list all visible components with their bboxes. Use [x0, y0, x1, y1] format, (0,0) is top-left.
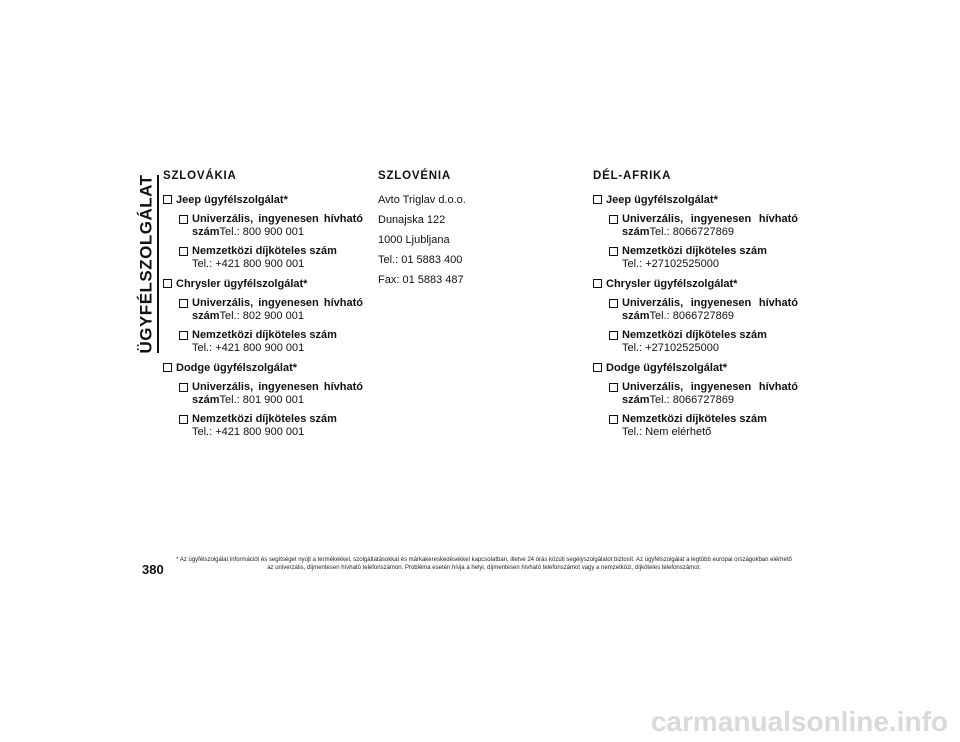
section-side-tab [137, 175, 159, 353]
checkbox-bullet-icon [609, 331, 618, 340]
list-item: Nemzetközi díjköteles szám Tel.: +421 800 900 001 [179, 245, 363, 271]
checkbox-bullet-icon [593, 279, 602, 288]
watermark: carmanualsonline.info [650, 706, 948, 737]
group-title: Jeep ügyfélszolgálat* [163, 193, 363, 207]
address-line: Dunajska 122 [378, 214, 446, 226]
country-heading: SZLOVÁKIA [163, 170, 237, 182]
group-title: Chrysler ügyfélszolgálat* [163, 277, 363, 291]
group-title: Dodge ügyfélszolgálat* [163, 361, 363, 375]
list-item: Univerzális, ingyenesen hívható számTel.: 8066727869 [609, 297, 798, 323]
list-item: Univerzális, ingyenesen hívható számTel.: 801 900 001 [179, 381, 363, 407]
fax-line: Fax: 01 5883 487 [378, 274, 464, 286]
checkbox-bullet-icon [593, 195, 602, 204]
footnote: * Az ügyfélszolgálat információt és segítséget nyújt a termékekkel, szolgáltatásokkal és márkakereskedésekkel kapcsolatban, illetve 24 órás közúti segélyszolgálatot biztosít. Az ügyfélszolgálat a legtöbb európai országokban elérhető az univerzális, díjmentesen hívható telefonszámon. Probléma esetén hívja a helyi, díjmentesen hívható telefonszámot vagy a nemzetközi, díjköteles telefonszámot. [176, 557, 792, 571]
checkbox-bullet-icon [609, 215, 618, 224]
country-heading: DÉL-AFRIKA [593, 170, 672, 182]
list-item: Nemzetközi díjköteles szám Tel.: Nem elérhető [609, 413, 798, 439]
list-item: Nemzetközi díjköteles szám Tel.: +27102525000 [609, 329, 798, 355]
section-title-vertical: ÜGYFÉLSZOLGÁLAT [137, 174, 156, 354]
phone-line: Tel.: 01 5883 400 [378, 254, 463, 266]
list-item: Univerzális, ingyenesen hívható számTel.: 800 900 001 [179, 213, 363, 239]
list-item: Univerzális, ingyenesen hívható számTel.: 802 900 001 [179, 297, 363, 323]
checkbox-bullet-icon [179, 331, 188, 340]
list-item: Nemzetközi díjköteles szám Tel.: +27102525000 [609, 245, 798, 271]
checkbox-bullet-icon [179, 299, 188, 308]
list-item: Univerzális, ingyenesen hívható számTel.: 8066727869 [609, 381, 798, 407]
list-item: Nemzetközi díjköteles szám Tel.: +421 800 900 001 [179, 329, 363, 355]
checkbox-bullet-icon [179, 415, 188, 424]
column-south-africa [593, 170, 798, 445]
group-title: Jeep ügyfélszolgálat* [593, 193, 798, 207]
country-heading: SZLOVÉNIA [378, 170, 452, 182]
group-title: Chrysler ügyfélszolgálat* [593, 277, 798, 291]
checkbox-bullet-icon [179, 247, 188, 256]
checkbox-bullet-icon [179, 383, 188, 392]
list-item: Univerzális, ingyenesen hívható számTel.: 8066727869 [609, 213, 798, 239]
checkbox-bullet-icon [163, 279, 172, 288]
checkbox-bullet-icon [609, 415, 618, 424]
address-line: Avto Triglav d.o.o. [378, 194, 466, 206]
checkbox-bullet-icon [593, 363, 602, 372]
checkbox-bullet-icon [179, 215, 188, 224]
checkbox-bullet-icon [609, 299, 618, 308]
page-number: 380 [142, 562, 164, 577]
group-title: Dodge ügyfélszolgálat* [593, 361, 798, 375]
address-line: 1000 Ljubljana [378, 234, 450, 246]
checkbox-bullet-icon [609, 247, 618, 256]
column-slovakia [163, 170, 363, 445]
checkbox-bullet-icon [163, 363, 172, 372]
checkbox-bullet-icon [609, 383, 618, 392]
column-slovenia [378, 170, 578, 293]
checkbox-bullet-icon [163, 195, 172, 204]
list-item: Nemzetközi díjköteles szám Tel.: +421 800 900 001 [179, 413, 363, 439]
